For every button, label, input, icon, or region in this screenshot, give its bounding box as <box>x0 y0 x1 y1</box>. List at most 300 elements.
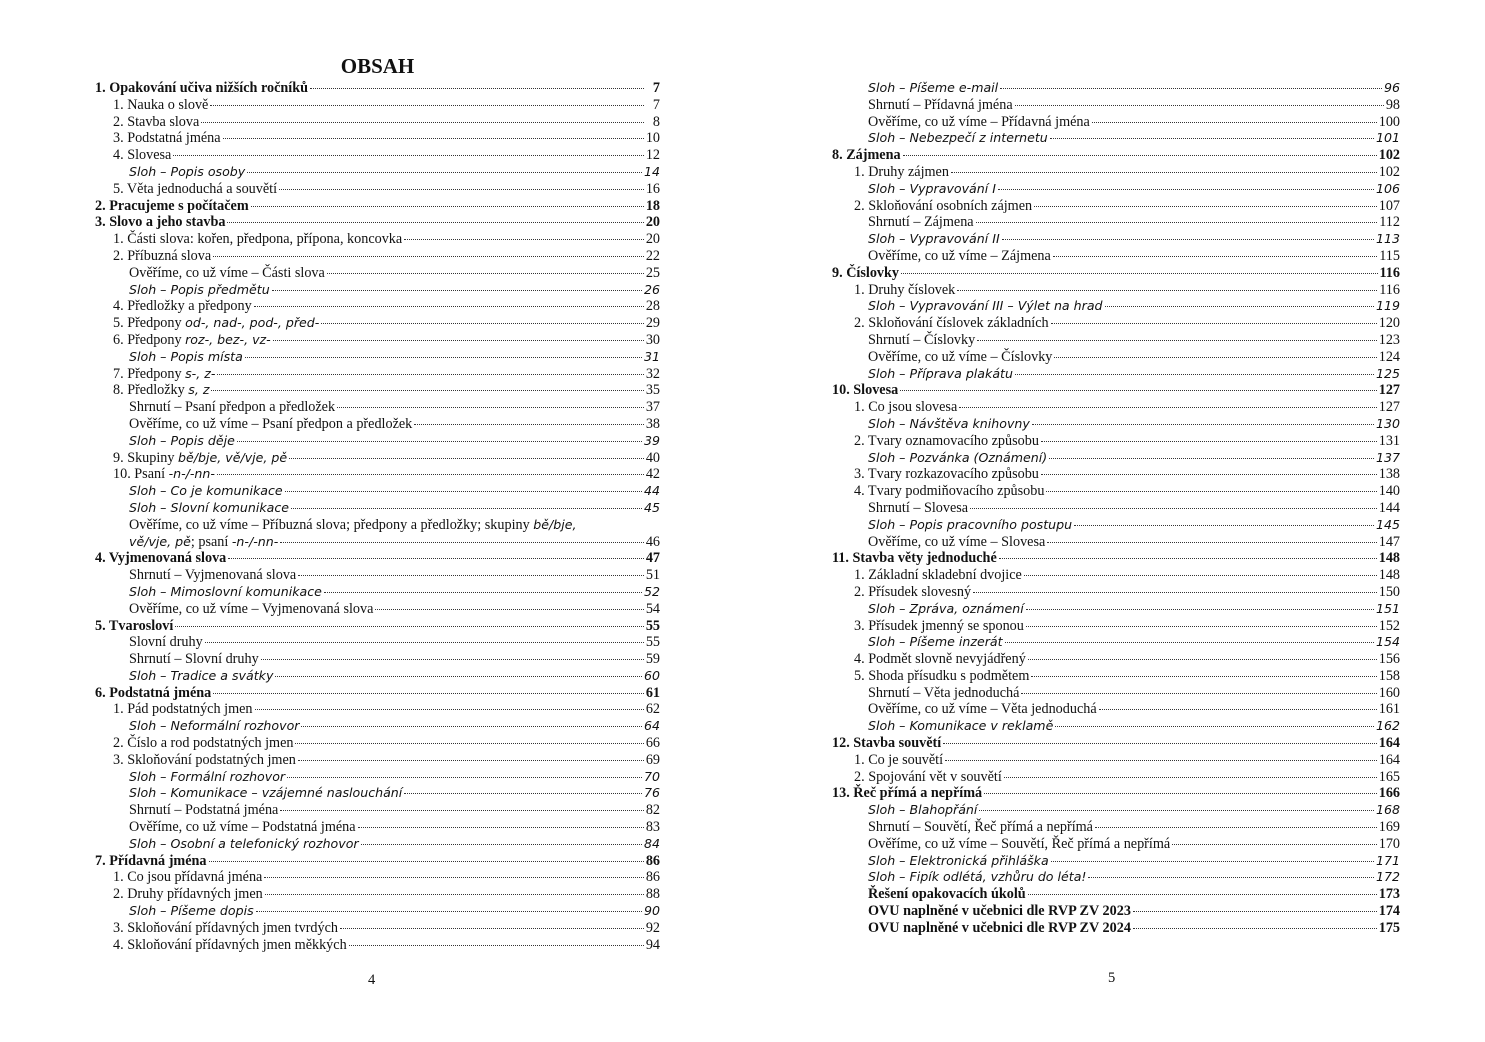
toc-entry <box>95 382 660 399</box>
toc-entry-text: Ověříme, co už víme – Souvětí, Řeč přímá a nepřímá <box>868 835 1171 852</box>
toc-entry-text: Sloh – Píšeme dopis <box>129 903 254 919</box>
dot-leader <box>1092 122 1377 123</box>
toc-page-number: 119 <box>1375 298 1400 314</box>
toc-page-number: 82 <box>645 802 660 819</box>
toc-entry-label <box>832 147 901 164</box>
toc-entry-text: Shrnutí – Přídavná jména <box>868 96 1013 113</box>
dot-leader <box>1047 542 1376 543</box>
toc-entry-label <box>854 433 1039 450</box>
dot-leader <box>1015 105 1384 106</box>
toc-entry-text: Sloh – Příprava plakátu <box>868 365 1013 381</box>
dot-leader <box>957 290 1377 291</box>
toc-entry-text: Shrnutí – Zájmena <box>868 214 974 231</box>
toc-entry-label <box>129 819 356 836</box>
toc-entry <box>832 466 1400 483</box>
toc-entry-text: Sloh – Blahopřání <box>868 802 978 818</box>
toc-entry-text: 4. Předložky a předpony <box>113 298 252 315</box>
dot-leader <box>175 626 644 627</box>
toc-entry-label <box>95 853 207 870</box>
toc-page-number: 8 <box>652 113 660 130</box>
toc-entry-text: 10. Psaní <box>113 466 169 483</box>
toc-page-number: 32 <box>645 365 660 382</box>
toc-entry-text: 1. Co jsou přídavná jména <box>113 869 263 886</box>
toc-entry-label <box>129 651 259 668</box>
dot-leader <box>1034 206 1377 207</box>
toc-entry <box>832 399 1400 416</box>
dot-leader <box>1024 575 1377 576</box>
dot-leader <box>1021 693 1376 694</box>
toc-entry-label <box>868 450 1047 467</box>
toc-entry <box>832 483 1400 500</box>
dot-leader <box>1105 306 1374 307</box>
toc-page-number: 45 <box>643 499 660 515</box>
toc-entry-italic: s-, z- <box>185 365 216 381</box>
dot-leader <box>1028 659 1377 660</box>
toc-entry-label <box>129 785 402 802</box>
dot-leader <box>945 760 1377 761</box>
toc-entry-label <box>113 382 209 399</box>
dot-leader <box>217 374 643 375</box>
toc-entry <box>832 752 1400 769</box>
toc-entry-text: 1. Pád podstatných jmen <box>113 701 253 718</box>
toc-title: OBSAH <box>340 54 415 78</box>
toc-entry-text: Sloh – Návštěva knihovny <box>868 415 1030 431</box>
toc-entry-label <box>95 550 226 567</box>
dot-leader <box>1026 626 1377 627</box>
toc-entry-text: 2. Druhy přídavných jmen <box>113 886 263 903</box>
dot-leader <box>361 844 642 845</box>
toc-entry-label <box>113 298 252 315</box>
toc-entry-italic: s, z <box>188 382 210 398</box>
toc-entry-text: Sloh – Co je komunikace <box>129 483 283 499</box>
toc-entry-sloh <box>95 433 660 450</box>
toc-entry-text: 1. Části slova: kořen, předpona, přípona, koncovka <box>113 231 403 248</box>
dot-leader <box>265 894 644 895</box>
toc-page-number: 40 <box>645 449 660 466</box>
toc-page-number: 7 <box>652 80 660 96</box>
toc-entry <box>95 651 660 668</box>
toc-entry-text: OVU naplněné v učebnici dle RVP ZV 2023 <box>868 903 1131 920</box>
dot-leader <box>951 172 1377 173</box>
dot-leader <box>1133 928 1377 929</box>
dot-leader <box>217 474 644 475</box>
dot-leader <box>251 206 644 207</box>
toc-entry-text: Sloh – Komunikace – vzájemné naslouchání <box>129 785 403 801</box>
toc-entry-label <box>113 920 338 937</box>
toc-page-number: 151 <box>1375 600 1400 616</box>
toc-page-number: 148 <box>1378 550 1400 567</box>
dot-leader <box>1041 474 1377 475</box>
toc-entry-sloh <box>832 718 1400 735</box>
toc-entry-text: Sloh – Popis místa <box>129 348 243 364</box>
toc-entry-text: Sloh – Popis osoby <box>129 163 246 179</box>
toc-page-number: 64 <box>643 718 660 734</box>
toc-page-number: 55 <box>645 617 660 634</box>
toc-entry <box>832 97 1400 114</box>
toc-entry-label <box>832 785 982 802</box>
toc-entry-label <box>854 752 943 769</box>
toc-entry-label <box>854 466 1039 483</box>
toc-page-number: 158 <box>1378 667 1400 684</box>
toc-page-number: 70 <box>643 768 660 784</box>
toc-entry-label <box>868 534 1045 551</box>
toc-entry-text: 7. Předpony <box>113 365 186 382</box>
toc-entry <box>832 282 1400 299</box>
toc-page-number: 113 <box>1375 231 1400 247</box>
toc-entry-text: Shrnutí – Věta jednoduchá <box>868 684 1020 701</box>
toc-entry-sloh <box>95 769 660 786</box>
toc-page-number: 154 <box>1375 634 1400 650</box>
toc-page-number: 86 <box>645 852 660 869</box>
toc-entry <box>95 298 660 315</box>
toc-page-number: 101 <box>1375 130 1400 146</box>
dot-leader <box>1015 374 1374 375</box>
dot-leader <box>1088 877 1373 878</box>
dot-leader <box>280 810 643 811</box>
toc-page-number: 59 <box>645 651 660 668</box>
toc-entry-text: 2. Přísudek slovesný <box>854 583 972 600</box>
dot-leader <box>1002 239 1374 240</box>
right-page <box>832 80 1400 937</box>
dot-leader <box>1099 709 1377 710</box>
toc-entry-text: 9. Skupiny <box>113 449 179 466</box>
toc-page-number: 145 <box>1375 516 1400 532</box>
toc-entry-label <box>113 231 402 248</box>
toc-entry-text: Sloh – Fipík odlétá, vzhůru do léta! <box>868 869 1087 885</box>
dot-leader <box>340 928 644 929</box>
toc-entry-italic: -n-/-nn- <box>231 533 279 549</box>
dot-leader <box>301 726 642 727</box>
toc-entry-text: Sloh – Neformální rozhovor <box>129 718 300 734</box>
toc-entry-label <box>868 130 1048 147</box>
toc-entry-sloh <box>832 450 1400 467</box>
toc-entry-text: Shrnutí – Souvětí, Řeč přímá a nepřímá <box>868 819 1093 836</box>
toc-page-number: 38 <box>645 415 660 432</box>
toc-entry <box>832 315 1400 332</box>
toc-entry <box>95 466 660 483</box>
toc-entry-text: 5. Předpony <box>113 315 186 332</box>
toc-page-number: 94 <box>645 936 660 953</box>
toc-page-number: 98 <box>1385 96 1400 113</box>
dot-leader <box>973 592 1377 593</box>
toc-page-number: 115 <box>1379 247 1400 264</box>
toc-entry-text: 12. Stavba souvětí <box>832 735 942 752</box>
toc-entry-label <box>129 668 273 685</box>
toc-entry <box>832 198 1400 215</box>
toc-entry-label <box>868 298 1103 315</box>
toc-entry-text: 2. Spojování vět v souvětí <box>854 768 1002 785</box>
toc-entry-label <box>854 651 1026 668</box>
toc-entry-label <box>832 735 941 752</box>
toc-entry-italic: od-, nad-, pod-, před- <box>185 315 320 331</box>
toc-entry-label <box>129 483 283 500</box>
toc-page-number: 170 <box>1378 835 1400 852</box>
toc-entry-label <box>113 147 171 164</box>
toc-page-number: 160 <box>1378 684 1400 701</box>
toc-page-number: 171 <box>1375 852 1400 868</box>
dot-leader <box>943 743 1377 744</box>
toc-entry <box>95 366 660 383</box>
toc-entry-text: Ověříme, co už víme – Části slova <box>129 264 325 281</box>
toc-chapter <box>832 265 1400 282</box>
dot-leader <box>327 273 644 274</box>
toc-entry-text: Ověříme, co už víme – Vyjmenovaná slova <box>129 600 374 617</box>
dot-leader <box>255 709 644 710</box>
toc-list-right <box>832 80 1400 937</box>
dot-leader <box>1028 894 1377 895</box>
toc-page-number: 106 <box>1375 180 1400 196</box>
toc-page-number: 164 <box>1378 735 1400 752</box>
dot-leader <box>264 877 643 878</box>
toc-entry <box>95 399 660 416</box>
toc-entry-text: Ověříme, co už víme – Psaní předpon a předložek <box>129 415 413 432</box>
toc-chapter <box>832 382 1400 399</box>
dot-leader <box>1051 861 1374 862</box>
toc-entry-text: Shrnutí – Číslovky <box>868 331 976 348</box>
toc-page-number: 130 <box>1375 415 1400 431</box>
toc-entry-text: 5. Shoda přísudku s podmětem <box>854 667 1030 684</box>
toc-entry-sloh <box>95 500 660 517</box>
toc-entry-label <box>129 500 289 517</box>
toc-chapter <box>832 550 1400 567</box>
toc-entry-label <box>854 399 957 416</box>
toc-page-number: 165 <box>1378 768 1400 785</box>
toc-page-number: 173 <box>1378 886 1400 903</box>
dot-leader <box>1095 827 1377 828</box>
toc-entry-label <box>129 584 322 601</box>
dot-leader <box>1046 491 1376 492</box>
toc-entry-text: 2. Skloňování číslovek základních <box>854 315 1049 332</box>
dot-leader <box>984 793 1377 794</box>
toc-entry-label <box>854 769 1002 786</box>
toc-entry-text: Sloh – Formální rozhovor <box>129 768 286 784</box>
dot-leader <box>245 357 642 358</box>
toc-entry-text: 8. Předložky <box>113 382 189 399</box>
toc-entry-text: Sloh – Osobní a telefonický rozhovor <box>129 835 359 851</box>
toc-entry-text: Sloh – Komunikace v reklamě <box>868 718 1054 734</box>
toc-entry-italic: roz-, bez-, vz- <box>185 331 271 347</box>
toc-entry-text: 3. Skloňování podstatných jmen <box>113 751 296 768</box>
toc-entry-label <box>832 550 997 567</box>
toc-chapter <box>95 618 660 635</box>
toc-entry-label <box>868 366 1013 383</box>
dot-leader <box>321 323 643 324</box>
toc-page-number: 102 <box>1378 147 1400 164</box>
toc-entry-text: Sloh – Píšeme e-mail <box>868 80 999 95</box>
dot-leader <box>209 861 644 862</box>
dot-leader <box>998 189 1374 190</box>
dot-leader <box>173 155 643 156</box>
toc-entry-label <box>868 836 1170 853</box>
dot-leader <box>213 256 644 257</box>
toc-page-number: 144 <box>1378 499 1400 516</box>
toc-page-number: 7 <box>652 96 660 113</box>
toc-entry-label <box>113 735 293 752</box>
dot-leader <box>1172 844 1377 845</box>
dot-leader <box>1026 609 1374 610</box>
toc-entry-sloh <box>832 181 1400 198</box>
toc-entry-label <box>868 500 968 517</box>
toc-entry <box>95 130 660 147</box>
toc-entry-text: Shrnutí – Slovesa <box>868 499 969 516</box>
toc-page-number: 18 <box>645 197 660 214</box>
toc-entry-text: 10. Slovesa <box>832 382 899 399</box>
toc-page-number: 172 <box>1375 869 1400 885</box>
toc-page-number: 164 <box>1378 751 1400 768</box>
dot-leader <box>247 172 642 173</box>
toc-page-number: 42 <box>645 466 660 483</box>
dot-leader <box>1032 424 1374 425</box>
dot-leader <box>289 458 644 459</box>
toc-entry-sloh <box>95 584 660 601</box>
toc-page-number: 131 <box>1378 432 1400 449</box>
toc-page-number: 100 <box>1378 113 1400 130</box>
toc-entry-sloh <box>832 80 1400 97</box>
toc-page-number: 35 <box>645 382 660 399</box>
toc-entry-sloh <box>832 853 1400 870</box>
toc-page-number: 88 <box>645 886 660 903</box>
toc-entry-text: 13. Řeč přímá a nepřímá <box>832 785 983 802</box>
toc-entry-label <box>113 937 347 954</box>
toc-entry-text: 1. Druhy zájmen <box>854 163 949 180</box>
toc-entry <box>832 248 1400 265</box>
toc-page-number: 112 <box>1379 214 1400 231</box>
toc-entry-label <box>868 685 1019 702</box>
toc-page-number: 107 <box>1378 197 1400 214</box>
toc-page-number: 14 <box>643 163 660 179</box>
toc-entry-label <box>95 618 173 635</box>
toc-entry-text: 8. Zájmena <box>832 147 901 164</box>
toc-page-number: 152 <box>1378 617 1400 634</box>
toc-entry-sloh <box>95 903 660 920</box>
page-number-right: 5 <box>1108 970 1116 986</box>
toc-page-number: 25 <box>645 264 660 281</box>
dot-leader <box>228 558 644 559</box>
toc-chapter <box>832 147 1400 164</box>
toc-entry-sloh <box>95 164 660 181</box>
toc-entry-text: Sloh – Píšeme inzerát <box>868 634 1003 650</box>
toc-page-number: 127 <box>1378 399 1400 416</box>
toc-entry-label <box>868 903 1131 920</box>
toc-entry-text: Sloh – Popis děje <box>129 432 235 448</box>
dot-leader <box>1051 323 1377 324</box>
toc-chapter <box>832 785 1400 802</box>
page-number-left: 4 <box>368 972 376 988</box>
toc-entry <box>95 315 660 332</box>
toc-entry-italic: vě/vje, pě <box>129 533 191 549</box>
toc-page-number: 140 <box>1378 483 1400 500</box>
toc-entry-text: Ověříme, co už víme – Podstatná jména <box>129 819 356 836</box>
toc-entry-text: Shrnutí – Slovní druhy <box>129 651 259 668</box>
toc-entry-label <box>854 584 971 601</box>
toc-entry <box>832 433 1400 450</box>
toc-entry-label <box>854 164 949 181</box>
toc-entry-label <box>113 181 277 198</box>
toc-entry <box>95 231 660 248</box>
toc-entry-text: 1. Co jsou slovesa <box>854 399 958 416</box>
toc-entry-label <box>868 920 1131 937</box>
toc-entry-text: 2. Číslo a rod podstatných jmen <box>113 735 294 752</box>
toc-chapter <box>832 903 1400 920</box>
toc-entry-text: Shrnutí – Psaní předpon a předložek <box>129 399 336 416</box>
toc-page-number: 137 <box>1375 449 1400 465</box>
toc-entry-label <box>832 265 899 282</box>
toc-chapter <box>95 685 660 702</box>
toc-entry-label <box>129 769 285 786</box>
toc-entry-label <box>113 752 296 769</box>
toc-page-number: 12 <box>645 147 660 164</box>
toc-entry-label <box>129 164 245 181</box>
toc-entry-label <box>868 517 1072 534</box>
toc-entry-sloh <box>832 130 1400 147</box>
toc-entry <box>832 332 1400 349</box>
toc-chapter <box>832 920 1400 937</box>
toc-entry <box>95 567 660 584</box>
toc-entry-label <box>868 231 1000 248</box>
dot-leader <box>979 810 1374 811</box>
dot-leader <box>223 138 644 139</box>
toc-chapter <box>95 853 660 870</box>
toc-page-number: 29 <box>645 315 660 332</box>
toc-page-number: 10 <box>645 130 660 147</box>
toc-entry <box>832 668 1400 685</box>
toc-entry <box>832 651 1400 668</box>
toc-entry-text: Sloh – Elektronická přihláška <box>868 852 1049 868</box>
toc-entry-text: 11. Stavba věty jednoduché <box>832 550 997 567</box>
dot-leader <box>205 642 644 643</box>
toc-entry <box>832 618 1400 635</box>
toc-entry <box>832 769 1400 786</box>
toc-entry-text: Sloh – Vypravování II <box>868 231 1000 247</box>
dot-leader <box>1031 676 1376 677</box>
dot-leader <box>349 945 644 946</box>
toc-entry-text: Sloh – Vypravování I <box>868 180 996 196</box>
toc-entry-label <box>868 634 1003 651</box>
dot-leader <box>1004 777 1377 778</box>
toc-entry-label <box>868 80 998 97</box>
toc-entry <box>832 819 1400 836</box>
toc-entry <box>95 147 660 164</box>
toc-page-number: 90 <box>643 903 660 919</box>
toc-entry-label <box>129 567 296 584</box>
toc-entry-label <box>95 214 225 231</box>
toc-page-number: 156 <box>1378 651 1400 668</box>
toc-entry-label <box>129 282 270 299</box>
toc-entry-text: Sloh – Pozvánka (Oznámení) <box>868 449 1048 465</box>
dot-leader <box>414 424 644 425</box>
toc-entry <box>832 349 1400 366</box>
toc-entry-text: 2. Pracujeme s počítačem <box>95 197 249 214</box>
toc-entry-label <box>113 366 215 383</box>
toc-entry <box>832 836 1400 853</box>
toc-page-number: 39 <box>643 432 660 448</box>
dot-leader <box>1005 642 1374 643</box>
dot-leader <box>404 793 642 794</box>
toc-entry-label <box>129 433 235 450</box>
toc-entry-label <box>113 869 262 886</box>
toc-page-number: 148 <box>1378 567 1400 584</box>
dot-leader <box>211 390 643 391</box>
toc-page-number: 175 <box>1378 919 1400 936</box>
toc-entry-text: 1. Druhy číslovek <box>854 281 956 298</box>
dot-leader <box>254 306 644 307</box>
toc-chapter <box>832 886 1400 903</box>
toc-entry-text: 3. Tvary rozkazovacího způsobu <box>854 466 1039 483</box>
dot-leader <box>404 239 644 240</box>
toc-entry-label <box>868 114 1090 131</box>
toc-entry-text: Sloh – Slovní komunikace <box>129 499 290 515</box>
dot-leader <box>900 390 1377 391</box>
